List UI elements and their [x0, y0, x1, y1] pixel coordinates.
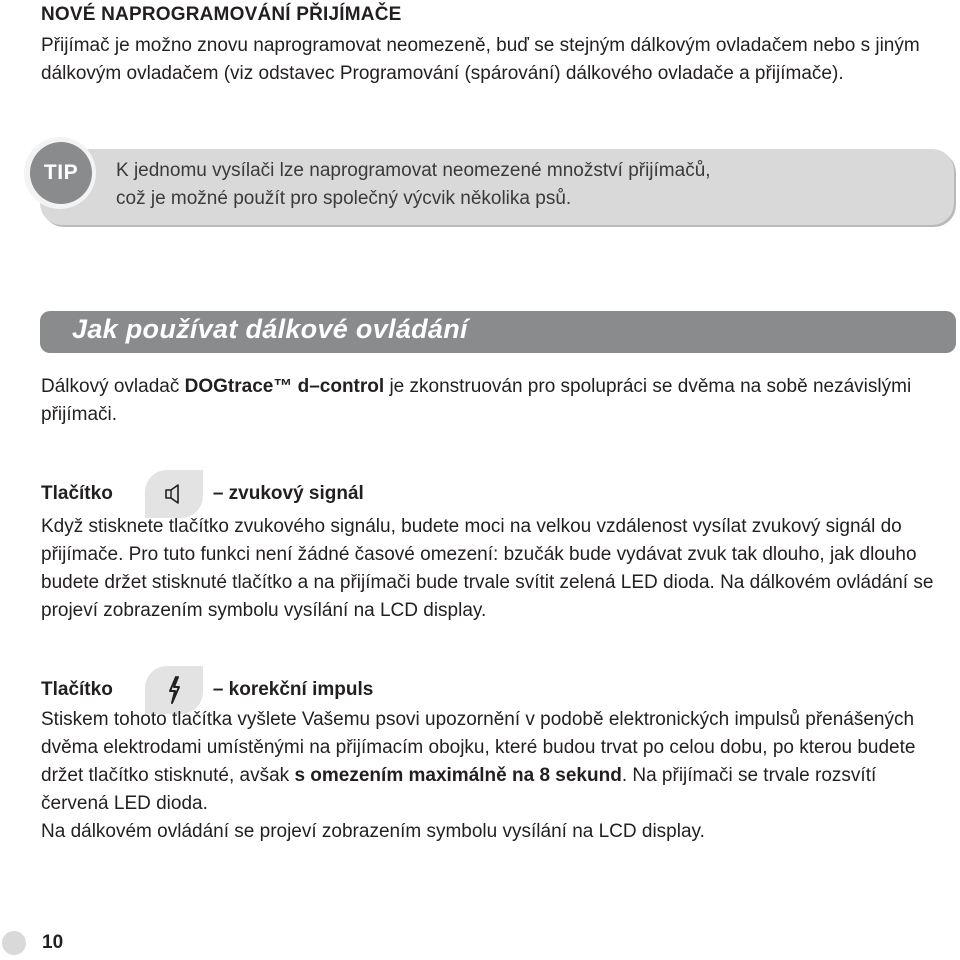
impulse-text-pre: Stiskem tohoto tlačítka vyšlete Vašemu psovi upozornění v podobě elektronických impulsů přenášených dvěma elektrodami umístěnými na přijímacím obojku, které budou trvat po celou dobu, po kterou budete držet tlačítko stisknuté, avšak	[41, 709, 916, 786]
impulse-button-name: – korekční impuls	[212, 679, 374, 700]
speaker-icon	[145, 470, 203, 518]
section-title: Jak používat dálkové ovládání	[72, 314, 468, 344]
sound-button-label: Tlačítko	[41, 483, 113, 504]
page-heading: NOVÉ NAPROGRAMOVÁNÍ PŘIJÍMAČE	[41, 4, 402, 25]
intro-paragraph: Přijímač je možno znovu naprogramovat neomezeně, buď se stejným dálkovým ovladačem nebo s jiným dálkovým ovladačem (viz odstavec Programování (spárování) dálkového ovladače a přijímače).	[41, 35, 920, 84]
impulse-text-post: . Na přijímači se trvale rozsvítí červená LED dioda.	[41, 765, 877, 814]
impulse-button-label: Tlačítko	[41, 679, 113, 700]
page-number-dot	[2, 931, 26, 955]
impulse-limit: s omezením maximálně na 8 sekund	[294, 765, 622, 786]
remote-description	[41, 373, 941, 429]
remote-desc-pre: Dálkový ovladač	[41, 376, 185, 397]
sound-button-name: – zvukový signál	[212, 483, 364, 504]
page-number: 10	[42, 932, 64, 953]
tip-line-1: K jednomu vysílači lze naprogramovat neomezené množství přijímačů,	[116, 160, 711, 181]
remote-desc-post: je zkonstruován pro spolupráci se dvěma na sobě nezávislými přijímači.	[41, 376, 912, 425]
product-name: DOGtrace™ d–control	[184, 376, 385, 397]
tip-line-2: což je možné použít pro společný výcvik několika psů.	[116, 188, 572, 209]
tip-badge: TIP	[30, 142, 92, 204]
sound-button-text: Když stisknete tlačítko zvukového signálu, budete moci na velkou vzdálenost vysílat zvukový signál do přijímače. Pro tuto funkci není žádné časové omezení: bzučák bude vydávat zvuk tak dlouho, jak dlouho budete držet stisknuté tlačítko a na přijímači bude trvale svítit zelená LED dioda. Na dálkovém ovládání se projeví zobrazením symbolu vysílání na LCD display.	[41, 516, 934, 621]
impulse-text-line2: Na dálkovém ovládání se projeví zobrazením symbolu vysílání na LCD display.	[41, 821, 705, 842]
impulse-button-text	[41, 706, 941, 846]
tip-text	[116, 157, 936, 213]
